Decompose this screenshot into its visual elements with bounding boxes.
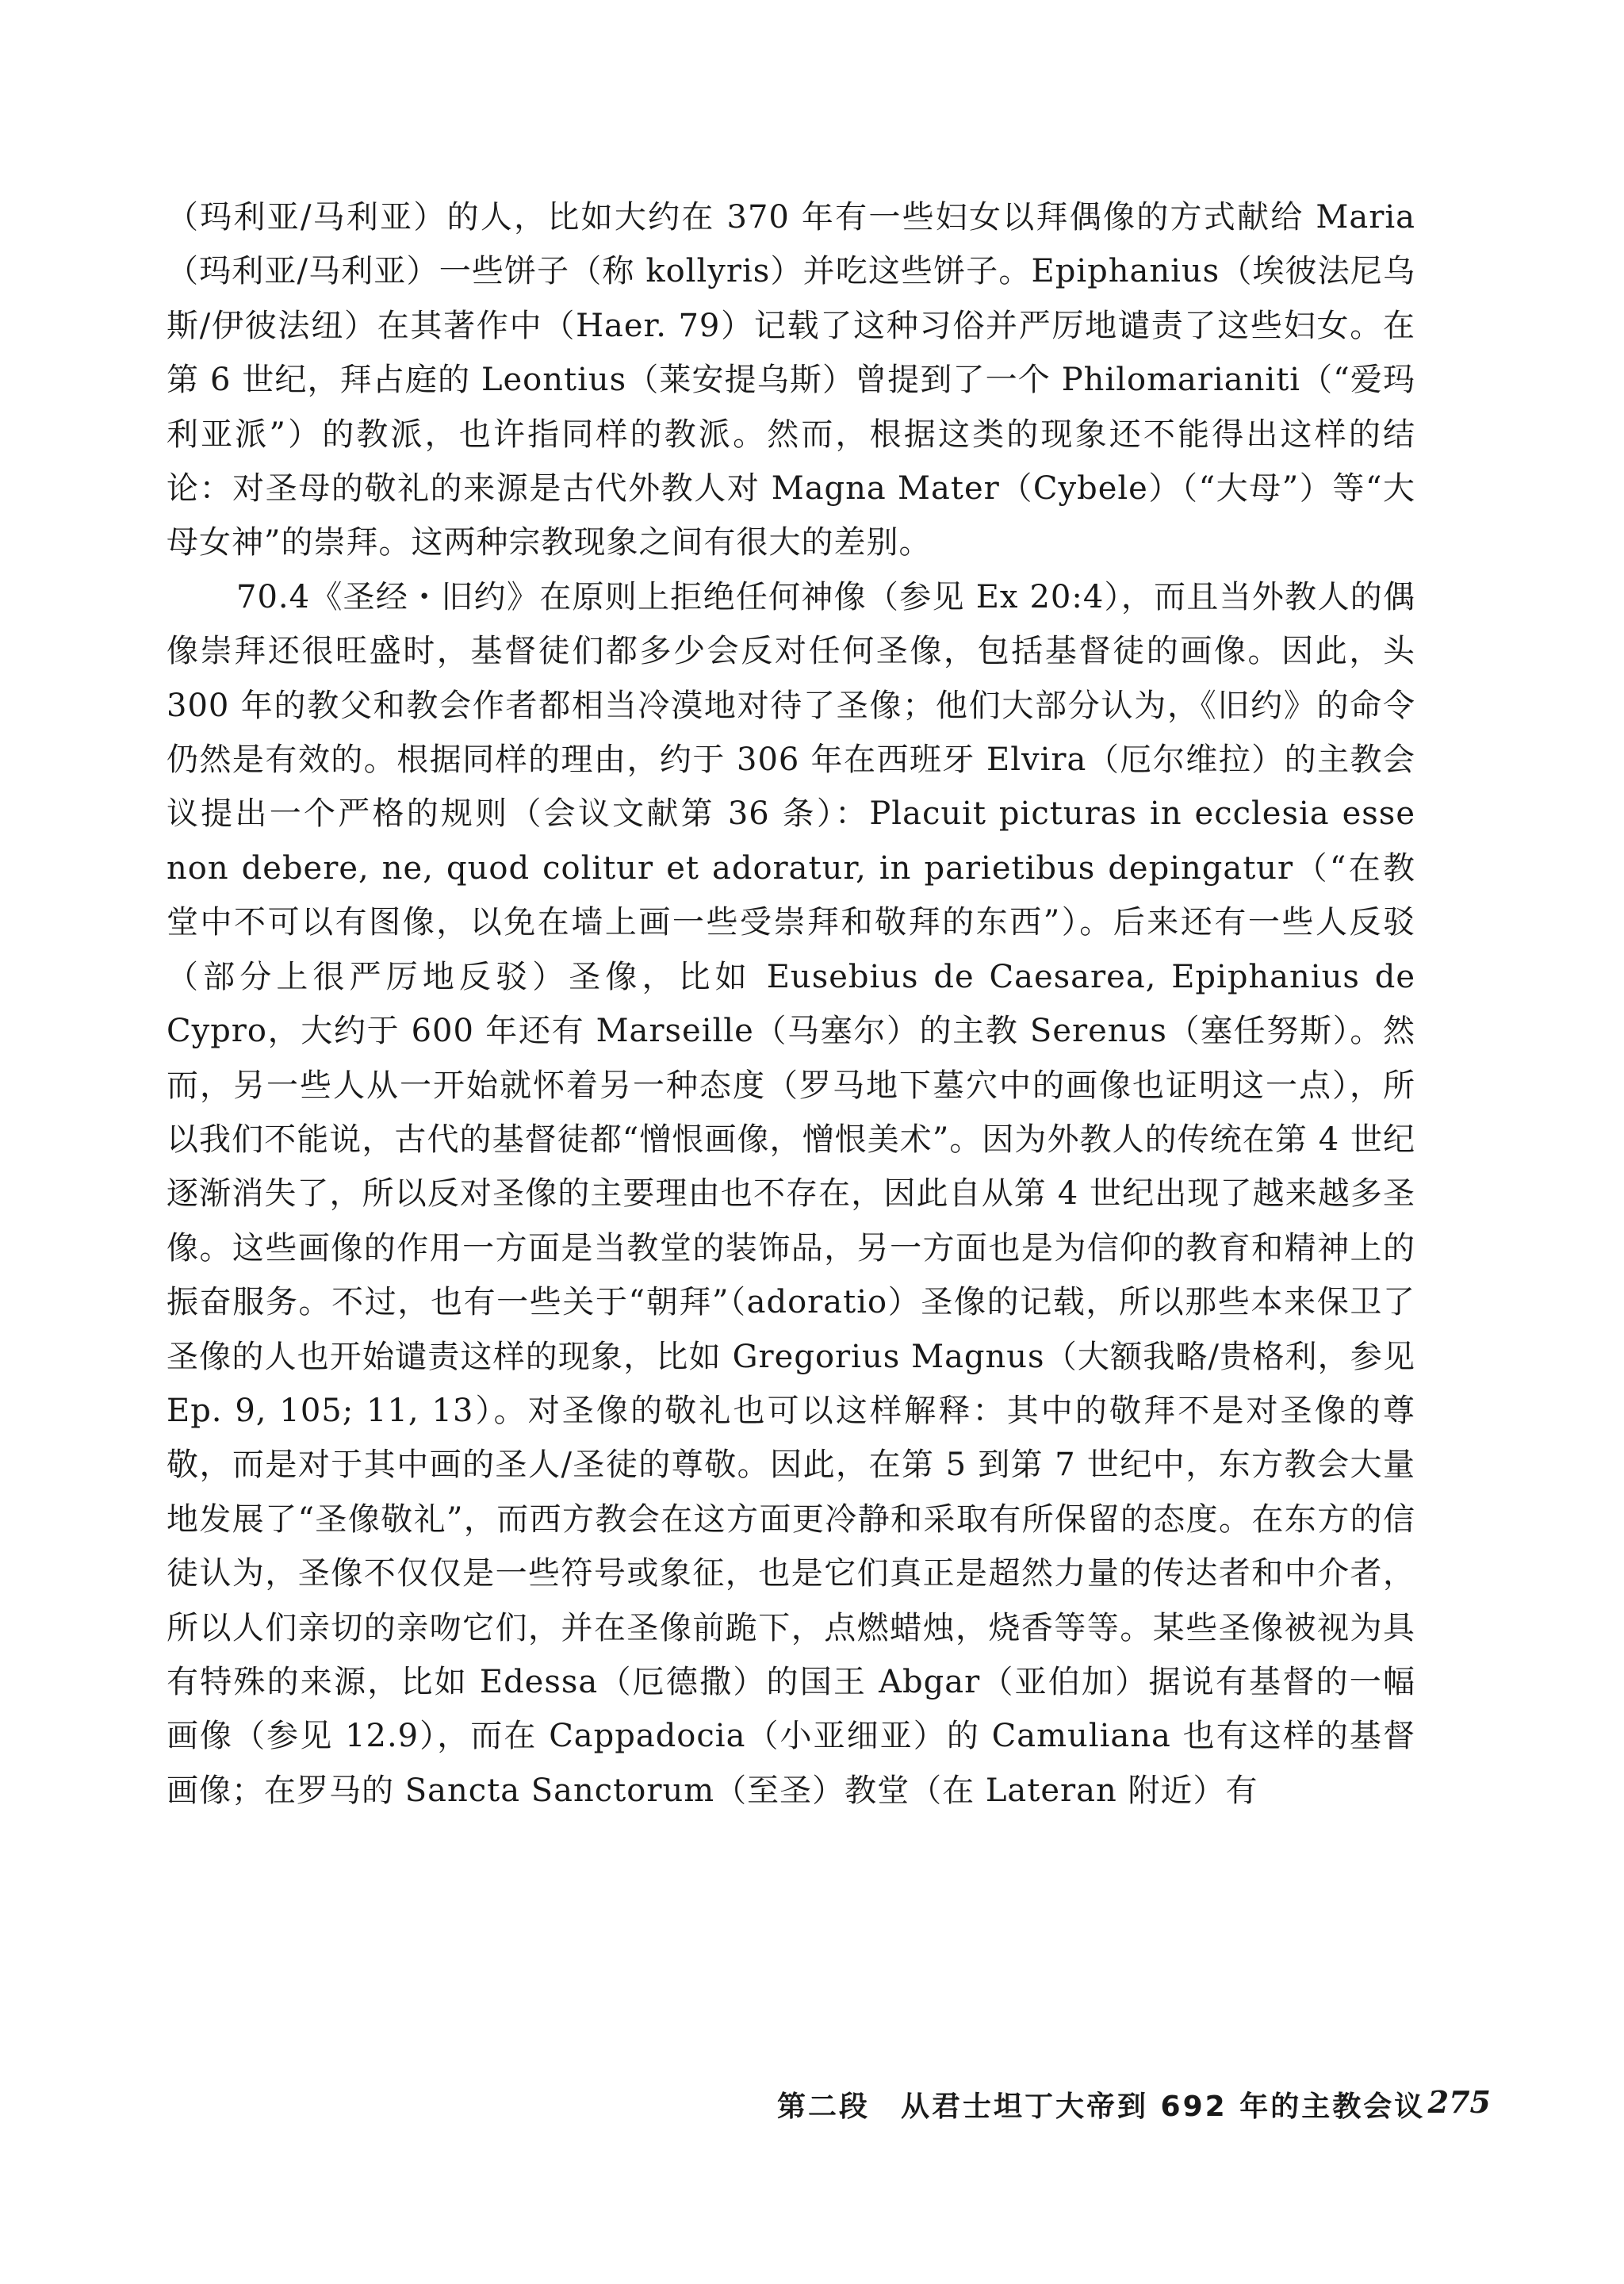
running-footer-section-title: 第二段 从君士坦丁大帝到 692 年的主教会议 xyxy=(777,2090,1426,2123)
paragraph-70-4: 70.4《圣经・旧约》在原则上拒绝任何神像（参见 Ex 20:4），而且当外教人的偶像崇拜还很旺盛时，基督徒们都多少会反对任何圣像，包括基督徒的画像。因此，头 300 年的教父和教会作者都相当冷漠地对待了圣像；他们大部分认为，《旧约》的命令仍然是有效的。根据同样的理由，约于 306 年在西班牙 Elvira（厄尔维拉）的主教会议提出一个严格的规则（会议文献第 36 条）：Placuit picturas in ecclesia esse non debere, ne, quod colitur et adoratur, in parietibus depingatur（“在教堂中不可以有图像，以免在墙上画一些受崇拜和敬拜的东西”）。后来还有一些人反驳（部分上很严厉地反驳）圣像，比如 Eusebius de Caesarea, Epiphanius de Cypro，大约于 600 年还有 Marseille（马塞尔）的主教 Serenus（塞任努斯）。然而，另一些人从一开始就怀着另一种态度（罗马地下墓穴中的画像也证明这一点），所以我们不能说，古代的基督徒都“憎恨画像，憎恨美术”。因为外教人的传统在第 4 世纪逐渐消失了，所以反对圣像的主要理由也不存在，因此自从第 4 世纪出现了越来越多圣像。这些画像的作用一方面是当教堂的装饰品，另一方面也是为信仰的教育和精神上的振奋服务。不过，也有一些关于“朝拜”（adoratio）圣像的记载，所以那些本来保卫了圣像的人也开始谴责这样的现象，比如 Gregorius Magnus（大额我略/贵格利，参见 Ep. 9, 105; 11, 13）。对圣像的敬礼也可以这样解释：其中的敬拜不是对圣像的尊敬，而是对于其中画的圣人/圣徒的尊敬。因此，在第 5 到第 7 世纪中，东方教会大量地发展了“圣像敬礼”，而西方教会在这方面更冷静和采取有所保留的态度。在东方的信徒认为，圣像不仅仅是一些符号或象征，也是它们真正是超然力量的传达者和中介者，所以人们亲切的亲吻它们，并在圣像前跪下，点燃蜡烛，烧香等等。某些圣像被视为具有特殊的来源，比如 Edessa（厄德撒）的国王 Abgar（亚伯加）据说有基督的一幅画像（参见 12.9），而在 Cappadocia（小亚细亚）的 Camuliana 也有这样的基督画像；在罗马的 Sancta Sanctorum（至圣）教堂（在 Lateran 附近）有 xyxy=(167,578,1415,1809)
body-text xyxy=(167,190,1415,1818)
page-number: 275 xyxy=(1427,2084,1491,2120)
page-footer xyxy=(777,2084,1491,2132)
paragraph-continuation: （玛利亚/马利亚）的人，比如大约在 370 年有一些妇女以拜偶像的方式献给 Maria（玛利亚/马利亚）一些饼子（称 kollyris）并吃这些饼子。Epiphanius（埃彼法尼乌斯/伊彼法纽）在其著作中（Haer. 79）记载了这种习俗并严厉地谴责了这些妇女。在第 6 世纪，拜占庭的 Leontius（莱安提乌斯）曾提到了一个 Philomarianiti（“爱玛利亚派”）的教派，也许指同样的教派。然而，根据这类的现象还不能得出这样的结论：对圣母的敬礼的来源是古代外教人对 Magna Mater（Cybele）（“大母”）等“大母女神”的崇拜。这两种宗教现象之间有很大的差别。 xyxy=(167,199,1415,561)
